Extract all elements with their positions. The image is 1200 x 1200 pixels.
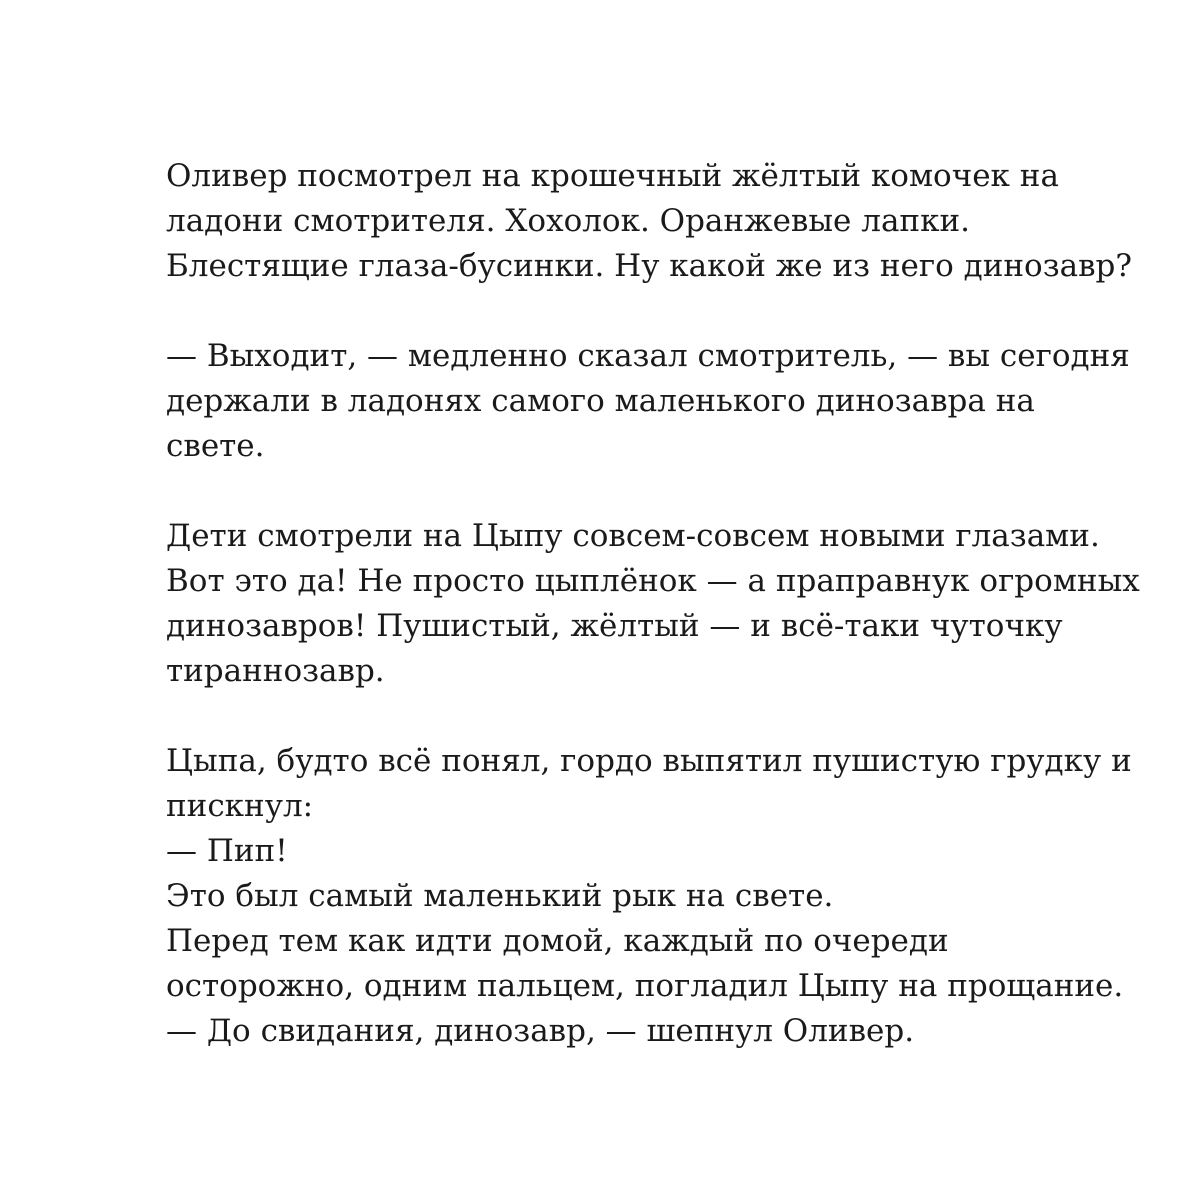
- text-line: — Пип!: [166, 833, 288, 869]
- text-line: динозавров! Пушистый, жёлтый — и всё-таки чуточку: [166, 608, 1063, 644]
- paragraph-2: [166, 334, 1130, 469]
- text-line: — До свидания, динозавр, — шепнул Оливер.: [166, 1013, 915, 1049]
- text-line: Перед тем как идти домой, каждый по очереди: [166, 923, 949, 959]
- text-line: ладони смотрителя. Хохолок. Оранжевые лапки.: [166, 203, 970, 239]
- text-line: держали в ладонях самого маленького динозавра на: [166, 383, 1035, 419]
- text-line: Оливер посмотрел на крошечный жёлтый комочек на: [166, 158, 1059, 194]
- paragraph-3: [166, 514, 1140, 694]
- paragraph-4: [166, 739, 1132, 1054]
- text-line: Дети смотрели на Цыпу совсем-совсем новыми глазами.: [166, 518, 1100, 554]
- text-line: Цыпа, будто всё понял, гордо выпятил пушистую грудку и: [166, 743, 1132, 779]
- text-line: осторожно, одним пальцем, погладил Цыпу на прощание.: [166, 968, 1124, 1004]
- text-line: Вот это да! Не просто цыплёнок — а праправнук огромных: [166, 563, 1140, 599]
- text-line: свете.: [166, 428, 265, 464]
- text-line: Это был самый маленький рык на свете.: [166, 878, 834, 914]
- text-line: — Выходит, — медленно сказал смотритель, — вы сегодня: [166, 338, 1130, 374]
- story-text: [166, 154, 1140, 1099]
- text-line: пискнул:: [166, 788, 314, 824]
- text-line: тираннозавр.: [166, 653, 385, 689]
- text-line: Блестящие глаза-бусинки. Ну какой же из него динозавр?: [166, 248, 1133, 284]
- paragraph-1: [166, 154, 1133, 289]
